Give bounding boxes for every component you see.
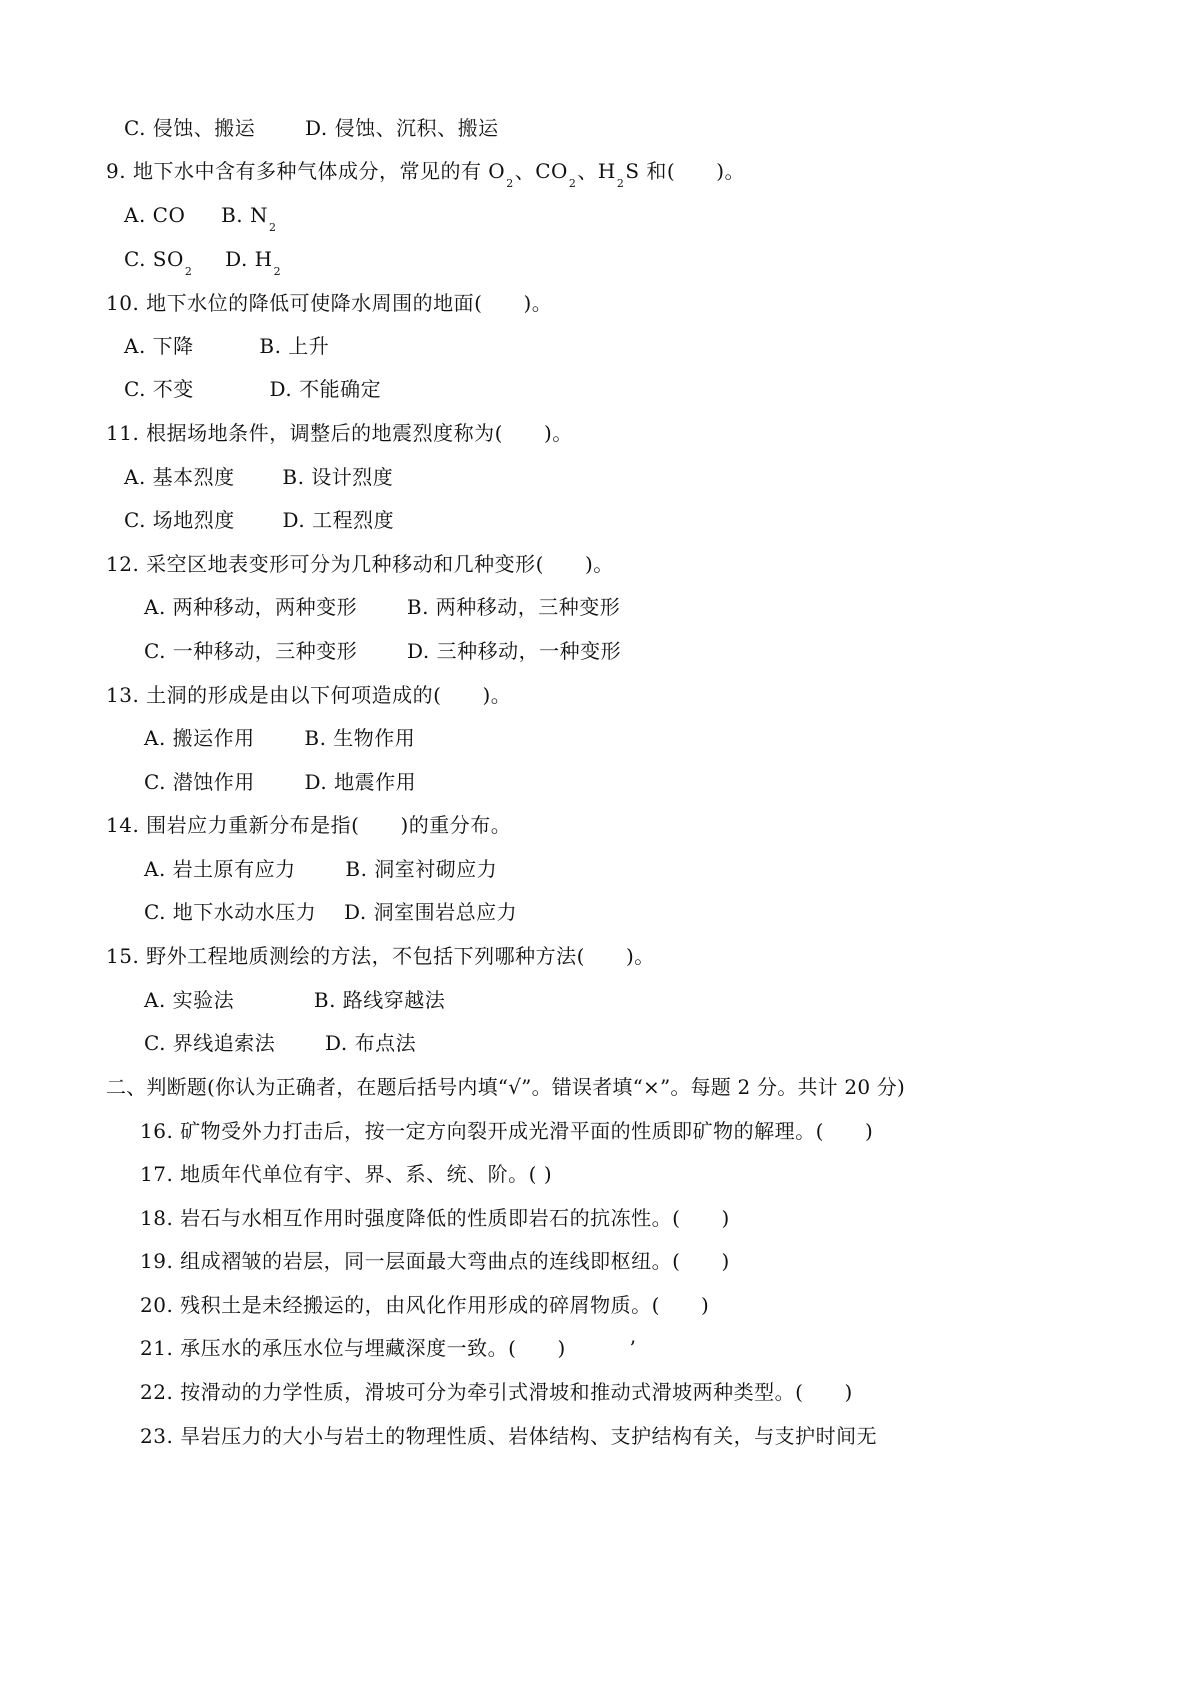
q10-option-b: B. 上升: [259, 334, 330, 358]
q9-sub-2: 2: [568, 177, 577, 190]
q10-option-a: A. 下降: [124, 334, 194, 358]
q16-stem: 16. 矿物受外力打击后，按一定方向裂开成光滑平面的性质即矿物的解理。( ): [140, 1119, 874, 1143]
q9-stem: [106, 157, 745, 189]
q10-options-cd: [124, 375, 381, 403]
q12-option-a: A. 两种移动，两种变形: [144, 595, 358, 619]
q21-stem: 21. 承压水的承压水位与埋藏深度一致。( ): [140, 1336, 566, 1360]
section-2-heading: 二、判断题(你认为正确者，在题后括号内填“√”。错误者填“×”。每题 2 分。共计 20 分): [106, 1075, 906, 1099]
q21-stray-mark: ’: [629, 1336, 637, 1360]
q9-option-b: [221, 203, 277, 234]
q13-option-a: A. 搬运作用: [144, 726, 255, 750]
q15-option-a: A. 实验法: [144, 988, 235, 1012]
q11-options-ab: [124, 463, 393, 491]
q15-option-d: D. 布点法: [325, 1031, 417, 1055]
q20-stem: 20. 残积土是未经搬运的，由风化作用形成的碎屑物质。( ): [140, 1293, 710, 1317]
q8-options-cd: [124, 114, 499, 142]
q9-text-4: S 和( )。: [625, 159, 746, 183]
q11-option-d: D. 工程烈度: [282, 508, 395, 532]
q18-stem: 18. 岩石与水相互作用时强度降低的性质即岩石的抗冻性。( ): [140, 1206, 730, 1230]
q9-options-ab: [124, 201, 278, 233]
q12-stem: 12. 采空区地表变形可分为几种移动和几种变形( )。: [106, 552, 614, 576]
q9-option-c-text: C. SO: [124, 247, 184, 271]
q14-options-ab: [144, 855, 497, 883]
q10-option-d: D. 不能确定: [269, 377, 382, 401]
q11-stem: 11. 根据场地条件，调整后的地震烈度称为( )。: [106, 421, 573, 445]
q15-option-b: B. 路线穿越法: [313, 988, 446, 1012]
q11-option-a: A. 基本烈度: [124, 465, 235, 489]
q12-option-b: B. 两种移动，三种变形: [406, 595, 621, 619]
q9-options-cd: [124, 245, 282, 277]
q13-stem: 13. 土洞的形成是由以下何项造成的( )。: [106, 683, 512, 707]
q21-line: [140, 1334, 636, 1362]
q14-stem: 14. 围岩应力重新分布是指( )的重分布。: [106, 813, 512, 837]
q15-options-cd: [144, 1029, 416, 1057]
q14-option-b: B. 洞室衬砌应力: [345, 857, 498, 881]
q10-option-c: C. 不变: [124, 377, 194, 401]
q9-sub-1: 2: [506, 177, 514, 190]
q13-option-c: C. 潜蚀作用: [144, 770, 255, 794]
q12-options-cd: [144, 637, 621, 665]
q12-option-c: C. 一种移动，三种变形: [144, 639, 358, 663]
q13-option-d: D. 地震作用: [304, 770, 417, 794]
q9-text-2: 、CO: [514, 159, 568, 183]
q9-option-c: [124, 247, 193, 278]
q11-option-c: C. 场地烈度: [124, 508, 235, 532]
q15-stem: 15. 野外工程地质测绘的方法，不包括下列哪种方法( )。: [106, 944, 655, 968]
q14-option-c: C. 地下水动水压力: [144, 900, 317, 924]
q15-options-ab: [144, 986, 445, 1014]
q9-option-c-sub: 2: [184, 265, 193, 278]
q15-option-c: C. 界线追索法: [144, 1031, 276, 1055]
q9-option-b-text: B. N: [221, 203, 268, 227]
q10-options-ab: [124, 332, 329, 360]
q12-option-d: D. 三种移动，一种变形: [407, 639, 622, 663]
q10-stem: 10. 地下水位的降低可使降水周围的地面( )。: [106, 291, 553, 315]
q23-stem: 23. 旱岩压力的大小与岩土的物理性质、岩体结构、支护结构有关，与支护时间无: [140, 1424, 878, 1448]
q9-sub-3: 2: [616, 177, 625, 190]
q14-option-d: D. 洞室围岩总应力: [344, 900, 518, 924]
q8-option-c: C. 侵蚀、搬运: [124, 116, 256, 140]
q19-stem: 19. 组成褶皱的岩层，同一层面最大弯曲点的连线即枢纽。( ): [140, 1249, 730, 1273]
q9-text-3: 、H: [577, 159, 616, 183]
q9-option-a: A. CO: [124, 203, 186, 227]
q11-options-cd: [124, 506, 394, 534]
q13-options-ab: [144, 724, 415, 752]
q8-option-d: D. 侵蚀、沉积、搬运: [305, 116, 499, 140]
q9-text-1: 9. 地下水中含有多种气体成分，常见的有 O: [106, 159, 506, 183]
q9-option-b-sub: 2: [269, 221, 277, 234]
q12-options-ab: [144, 593, 620, 621]
q9-option-d-sub: 2: [273, 265, 282, 278]
q22-stem: 22. 按滑动的力学性质，滑坡可分为牵引式滑坡和推动式滑坡两种类型。( ): [140, 1380, 853, 1404]
q9-option-d: [225, 247, 282, 278]
q14-options-cd: [144, 898, 517, 926]
q9-option-d-text: D. H: [225, 247, 273, 271]
q13-options-cd: [144, 768, 416, 796]
q14-option-a: A. 岩土原有应力: [144, 857, 296, 881]
q13-option-b: B. 生物作用: [304, 726, 416, 750]
q17-stem: 17. 地质年代单位有宇、界、系、统、阶。( ): [140, 1162, 553, 1186]
q11-option-b: B. 设计烈度: [282, 465, 394, 489]
